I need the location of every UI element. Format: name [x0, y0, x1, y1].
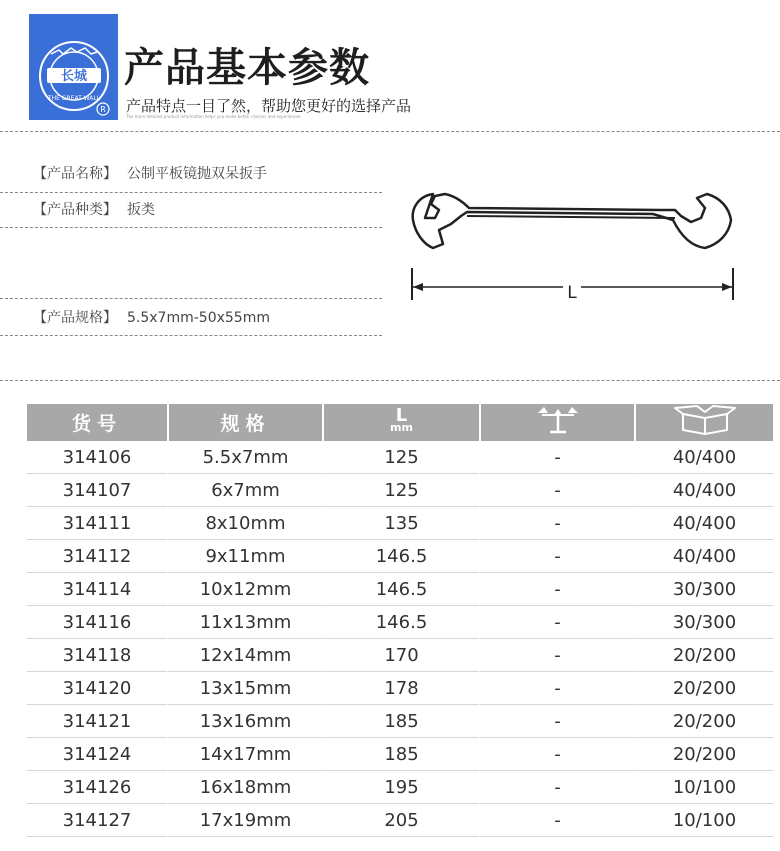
- item-no-cell: 314114: [27, 573, 167, 606]
- header-weight: [479, 404, 634, 441]
- size-cell: 14x17mm: [167, 738, 322, 771]
- weight-cell: -: [479, 540, 634, 573]
- header-size: 规格: [167, 404, 322, 441]
- weight-cell: -: [479, 441, 634, 474]
- spec-table-body: [27, 441, 773, 837]
- size-cell: 8x10mm: [167, 507, 322, 540]
- item-no-cell: 314127: [27, 804, 167, 837]
- divider: [0, 131, 780, 132]
- product-spec-value: 5.5x7mm-50x55mm: [127, 310, 270, 326]
- svg-text:THE GREAT WALL: THE GREAT WALL: [47, 95, 101, 102]
- header-length: [322, 404, 479, 441]
- header-packaging: [634, 404, 773, 441]
- table-row: [27, 639, 773, 672]
- weight-cell: -: [479, 606, 634, 639]
- page-subtitle: 产品特点一目了然，帮助您更好的选择产品: [126, 97, 412, 115]
- product-type-value: 扳类: [127, 202, 155, 218]
- size-cell: 5.5x7mm: [167, 441, 322, 474]
- divider: [0, 380, 780, 381]
- size-cell: 13x15mm: [167, 672, 322, 705]
- item-no-cell: 314118: [27, 639, 167, 672]
- table-header-row: [27, 404, 773, 441]
- table-row: [27, 507, 773, 540]
- weight-cell: -: [479, 705, 634, 738]
- weight-cell: -: [479, 771, 634, 804]
- length-cell: 146.5: [322, 540, 479, 573]
- item-no-cell: 314121: [27, 705, 167, 738]
- box-icon: [673, 419, 737, 441]
- item-no-cell: 314111: [27, 507, 167, 540]
- svg-text:R: R: [100, 105, 106, 114]
- length-header-unit: mm: [390, 420, 413, 434]
- table-row: [27, 540, 773, 573]
- length-header-letter: L: [395, 404, 408, 426]
- spec-table: [27, 404, 773, 837]
- product-name-row: [33, 164, 267, 184]
- item-no-cell: 314126: [27, 771, 167, 804]
- table-row: [27, 705, 773, 738]
- table-row: [27, 738, 773, 771]
- weight-cell: -: [479, 738, 634, 771]
- packaging-cell: 40/400: [634, 540, 773, 573]
- svg-text:长城: 长城: [60, 69, 88, 84]
- size-cell: 16x18mm: [167, 771, 322, 804]
- table-row: [27, 606, 773, 639]
- table-row: [27, 441, 773, 474]
- length-cell: 146.5: [322, 573, 479, 606]
- scale-icon: [536, 418, 580, 440]
- brand-logo: [29, 14, 118, 120]
- item-no-cell: 314120: [27, 672, 167, 705]
- divider: [0, 335, 382, 336]
- divider: [0, 192, 382, 193]
- table-row: [27, 573, 773, 606]
- weight-cell: -: [479, 507, 634, 540]
- size-cell: 12x14mm: [167, 639, 322, 672]
- length-cell: 185: [322, 705, 479, 738]
- weight-cell: -: [479, 672, 634, 705]
- product-name-label: 【产品名称】: [33, 166, 117, 182]
- product-name-value: 公制平板镜抛双呆扳手: [127, 166, 267, 182]
- item-no-cell: 314116: [27, 606, 167, 639]
- header-item-no: 货号: [27, 404, 167, 441]
- item-no-cell: 314107: [27, 474, 167, 507]
- table-row: [27, 771, 773, 804]
- packaging-cell: 20/200: [634, 738, 773, 771]
- packaging-cell: 20/200: [634, 672, 773, 705]
- length-cell: 170: [322, 639, 479, 672]
- item-no-cell: 314124: [27, 738, 167, 771]
- product-type-row: [33, 200, 155, 220]
- size-cell: 9x11mm: [167, 540, 322, 573]
- fine-print: The more detailed product information helps you make better choices and experiences: [126, 114, 301, 119]
- size-cell: 6x7mm: [167, 474, 322, 507]
- packaging-cell: 30/300: [634, 573, 773, 606]
- packaging-cell: 10/100: [634, 771, 773, 804]
- size-cell: 17x19mm: [167, 804, 322, 837]
- packaging-cell: 20/200: [634, 639, 773, 672]
- weight-cell: -: [479, 474, 634, 507]
- table-row: [27, 474, 773, 507]
- length-cell: 135: [322, 507, 479, 540]
- length-cell: 185: [322, 738, 479, 771]
- divider: [0, 227, 382, 228]
- length-cell: 146.5: [322, 606, 479, 639]
- length-cell: 178: [322, 672, 479, 705]
- packaging-cell: 40/400: [634, 507, 773, 540]
- length-label: L: [567, 283, 577, 303]
- size-cell: 13x16mm: [167, 705, 322, 738]
- page-title: 产品基本参数: [124, 45, 370, 91]
- length-cell: 125: [322, 441, 479, 474]
- product-type-label: 【产品种类】: [33, 202, 117, 218]
- size-cell: 10x12mm: [167, 573, 322, 606]
- item-no-cell: 314112: [27, 540, 167, 573]
- length-cell: 205: [322, 804, 479, 837]
- length-cell: 195: [322, 771, 479, 804]
- weight-cell: -: [479, 573, 634, 606]
- weight-cell: -: [479, 639, 634, 672]
- weight-cell: -: [479, 804, 634, 837]
- size-cell: 11x13mm: [167, 606, 322, 639]
- product-spec-row: [33, 308, 270, 328]
- product-spec-label: 【产品规格】: [33, 310, 117, 326]
- length-cell: 125: [322, 474, 479, 507]
- wrench-diagram: [405, 180, 747, 308]
- packaging-cell: 40/400: [634, 474, 773, 507]
- divider: [0, 298, 382, 299]
- item-no-cell: 314106: [27, 441, 167, 474]
- packaging-cell: 40/400: [634, 441, 773, 474]
- packaging-cell: 30/300: [634, 606, 773, 639]
- table-row: [27, 672, 773, 705]
- packaging-cell: 10/100: [634, 804, 773, 837]
- packaging-cell: 20/200: [634, 705, 773, 738]
- table-row: [27, 804, 773, 837]
